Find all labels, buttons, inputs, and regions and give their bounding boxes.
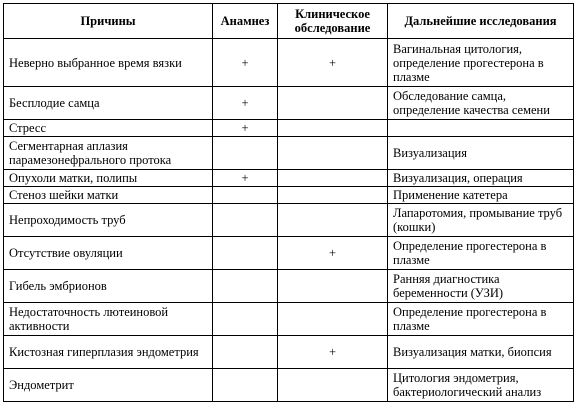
table-row	[4, 39, 574, 87]
cause-cell: Отсутствие овуляции	[4, 237, 213, 270]
cause-cell: Сегментарная аплазия парамезонефрального протока	[4, 137, 213, 170]
table-row	[4, 204, 574, 237]
cause-cell: Опухоли матки, полипы	[4, 170, 213, 187]
further-cell: Обследование самца, определение качества семени	[388, 87, 574, 120]
table-row	[4, 187, 574, 204]
further-cell: Определение прогестерона в плазме	[388, 303, 574, 336]
clinical-cell	[278, 303, 388, 336]
table-row	[4, 87, 574, 120]
cause-cell: Недостаточность лютеиновой активности	[4, 303, 213, 336]
cause-cell: Кистозная гиперплазия эндометрия	[4, 336, 213, 369]
anamnesis-cell	[213, 303, 278, 336]
clinical-cell	[278, 369, 388, 402]
table-row	[4, 137, 574, 170]
further-cell: Применение катетера	[388, 187, 574, 204]
clinical-cell: +	[278, 237, 388, 270]
table-row	[4, 170, 574, 187]
cause-cell: Эндометрит	[4, 369, 213, 402]
clinical-cell	[278, 204, 388, 237]
header-anamnesis: Анамнез	[213, 4, 278, 39]
table-row	[4, 336, 574, 369]
causes-table-container	[3, 3, 574, 402]
causes-table	[3, 3, 574, 402]
clinical-cell: +	[278, 39, 388, 87]
cause-cell: Неверно выбранное время вязки	[4, 39, 213, 87]
anamnesis-cell	[213, 187, 278, 204]
clinical-cell	[278, 270, 388, 303]
anamnesis-cell: +	[213, 87, 278, 120]
anamnesis-cell: +	[213, 120, 278, 137]
table-row	[4, 270, 574, 303]
further-cell: Визуализация, операция	[388, 170, 574, 187]
table-row	[4, 369, 574, 402]
clinical-cell	[278, 120, 388, 137]
cause-cell: Бесплодие самца	[4, 87, 213, 120]
table-row	[4, 237, 574, 270]
further-cell: Визуализация матки, биопсия	[388, 336, 574, 369]
table-row	[4, 120, 574, 137]
header-causes: Причины	[4, 4, 213, 39]
anamnesis-cell: +	[213, 39, 278, 87]
header-further-tests: Дальнейшие исследования	[388, 4, 574, 39]
further-cell: Вагинальная цитология, определение прогестерона в плазме	[388, 39, 574, 87]
further-cell: Определение прогестерона в плазме	[388, 237, 574, 270]
further-cell: Цитология эндометрия, бактериологический анализ	[388, 369, 574, 402]
clinical-cell	[278, 137, 388, 170]
further-cell	[388, 120, 574, 137]
anamnesis-cell	[213, 137, 278, 170]
anamnesis-cell	[213, 336, 278, 369]
anamnesis-cell	[213, 237, 278, 270]
further-cell: Визуализация	[388, 137, 574, 170]
clinical-cell	[278, 170, 388, 187]
cause-cell: Непроходимость труб	[4, 204, 213, 237]
table-row	[4, 303, 574, 336]
anamnesis-cell: +	[213, 170, 278, 187]
cause-cell: Стеноз шейки матки	[4, 187, 213, 204]
clinical-cell: +	[278, 336, 388, 369]
further-cell: Ранняя диагностика беременности (УЗИ)	[388, 270, 574, 303]
header-row	[4, 4, 574, 39]
cause-cell: Гибель эмбрионов	[4, 270, 213, 303]
header-clinical-exam: Клиническое обследование	[278, 4, 388, 39]
anamnesis-cell	[213, 369, 278, 402]
cause-cell: Стресс	[4, 120, 213, 137]
anamnesis-cell	[213, 270, 278, 303]
further-cell: Лапаротомия, промывание труб (кошки)	[388, 204, 574, 237]
anamnesis-cell	[213, 204, 278, 237]
clinical-cell	[278, 187, 388, 204]
clinical-cell	[278, 87, 388, 120]
